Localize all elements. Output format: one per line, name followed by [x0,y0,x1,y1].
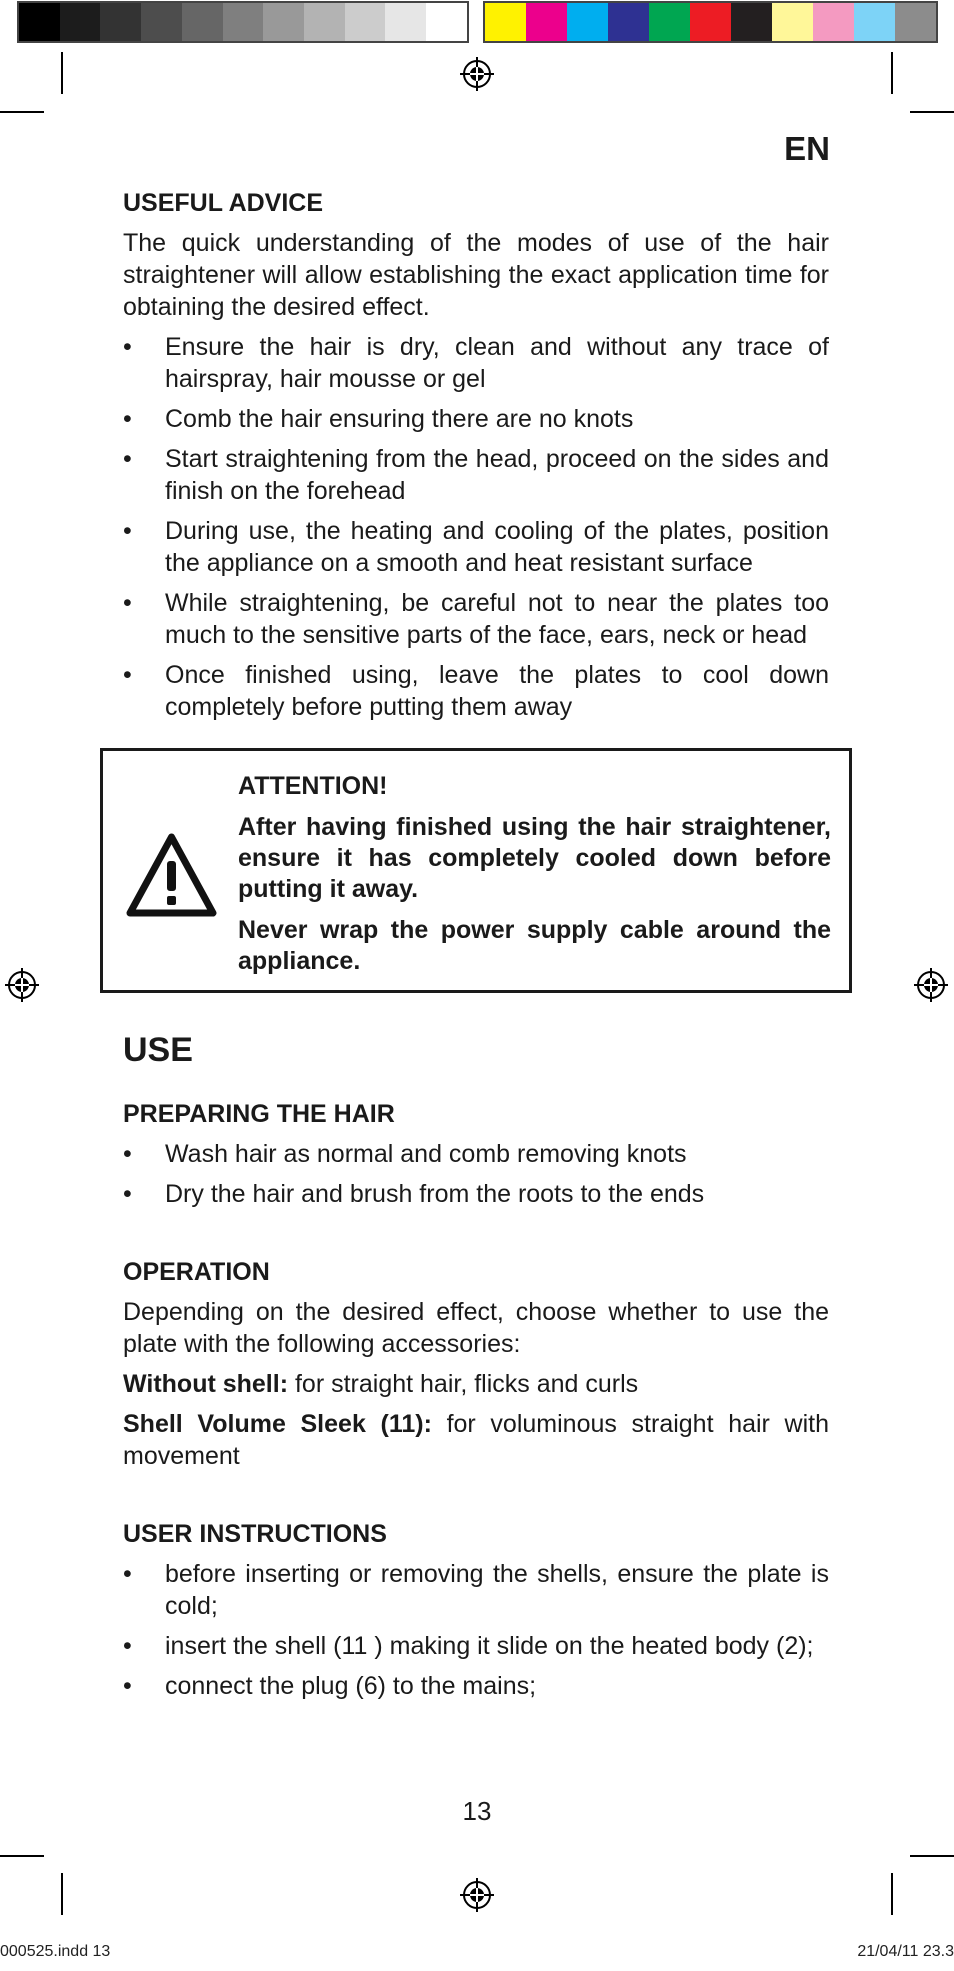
color-swatch [690,3,731,41]
attention-line-2: Never wrap the power supply cable around the appliance. [238,916,831,975]
list-item: • Once finished using, leave the plates to cool down completely before putting them away [123,661,829,721]
color-swatch [526,3,567,41]
list-item: • Start straightening from the head, proceed on the sides and finish on the forehead [123,445,829,505]
operation-option-2: Shell Volume Sleek (11): for voluminous straight hair with movement [123,1410,829,1470]
page-number: 13 [462,1796,492,1826]
preparing-title: PREPARING THE HAIR [123,1100,395,1128]
useful-advice-title: USEFUL ADVICE [123,189,324,217]
color-swatch [141,3,182,41]
bullet-icon: • [123,1180,132,1208]
attention-text [238,771,831,977]
color-swatch [304,3,345,41]
operation-option-1: Without shell: for straight hair, flicks and curls [123,1370,639,1398]
color-swatch [263,3,304,41]
attention-line-1: After having finished using the hair straightener, ensure it has completely cooled down before putting it away. [238,813,831,903]
use-title: USE [123,1031,193,1069]
slug-left: 000525.indd 13 [0,1943,111,1960]
color-swatch [731,3,772,41]
color-swatch [567,3,608,41]
bullet-icon: • [123,589,132,617]
user-instructions-list [123,1558,829,1702]
crop-mark [910,111,954,113]
color-swatch [895,3,936,41]
registration-mark-icon [460,57,494,91]
gray-color-bar [17,1,469,43]
list-item: • before inserting or removing the shells, ensure the plate is cold; [123,1560,829,1620]
useful-advice-list [123,331,829,723]
registration-mark-icon [460,1878,494,1912]
color-swatch [813,3,854,41]
bullet-icon: • [123,333,132,361]
list-item: • Ensure the hair is dry, clean and without any trace of hairspray, hair mousse or gel [123,333,829,393]
useful-advice-intro: The quick understanding of the modes of use of the hair straightener will allow establishing the exact application time for obtaining the desired effect. [123,229,829,321]
color-swatch [649,3,690,41]
attention-title: ATTENTION! [238,772,388,800]
registration-mark-icon [5,968,39,1002]
useful-advice-section [123,187,829,723]
attention-box [100,748,852,993]
bullet-icon: • [123,661,132,689]
bullet-icon: • [123,1140,132,1168]
color-swatch [854,3,895,41]
list-item: • While straightening, be careful not to near the plates too much to the sensitive parts of the face, ears, neck or head [123,589,829,649]
operation-title: OPERATION [123,1258,270,1286]
color-swatch [426,3,467,41]
list-item: • During use, the heating and cooling of the plates, position the appliance on a smooth and heat resistant surface [123,517,829,577]
bullet-icon: • [123,1672,132,1700]
color-swatch [345,3,386,41]
process-color-bar [483,1,938,43]
color-swatch [608,3,649,41]
registration-mark-icon [914,968,948,1002]
crop-mark [891,1873,893,1915]
color-swatch [19,3,60,41]
list-item: • Comb the hair ensuring there are no knots [123,405,634,433]
color-swatch [385,3,426,41]
crop-mark [891,52,893,94]
list-item: • insert the shell (11 ) making it slide on the heated body (2); [123,1632,814,1660]
color-swatch [100,3,141,41]
color-swatch [60,3,101,41]
list-item: • Wash hair as normal and comb removing knots [123,1140,687,1168]
bullet-icon: • [123,445,132,473]
color-swatch [485,3,526,41]
operation-intro: Depending on the desired effect, choose whether to use the plate with the following accessories: [123,1298,829,1358]
bullet-icon: • [123,1560,132,1588]
list-item: • Dry the hair and brush from the roots to the ends [123,1180,705,1208]
use-section [123,1030,829,1702]
bullet-icon: • [123,1632,132,1660]
color-swatch [223,3,264,41]
color-swatch [182,3,223,41]
language-code: EN [784,130,830,167]
crop-mark [0,111,44,113]
bullet-icon: • [123,517,132,545]
list-item: • connect the plug (6) to the mains; [123,1672,537,1700]
crop-mark [61,1873,63,1915]
bullet-icon: • [123,405,132,433]
preparing-list [123,1138,829,1210]
user-instructions-title: USER INSTRUCTIONS [123,1520,387,1548]
crop-mark [910,1855,954,1857]
slug-right: 21/04/11 23.3 [857,1943,954,1960]
crop-mark [61,52,63,94]
color-swatch [772,3,813,41]
crop-mark [0,1855,44,1857]
warning-triangle-icon [124,831,219,919]
